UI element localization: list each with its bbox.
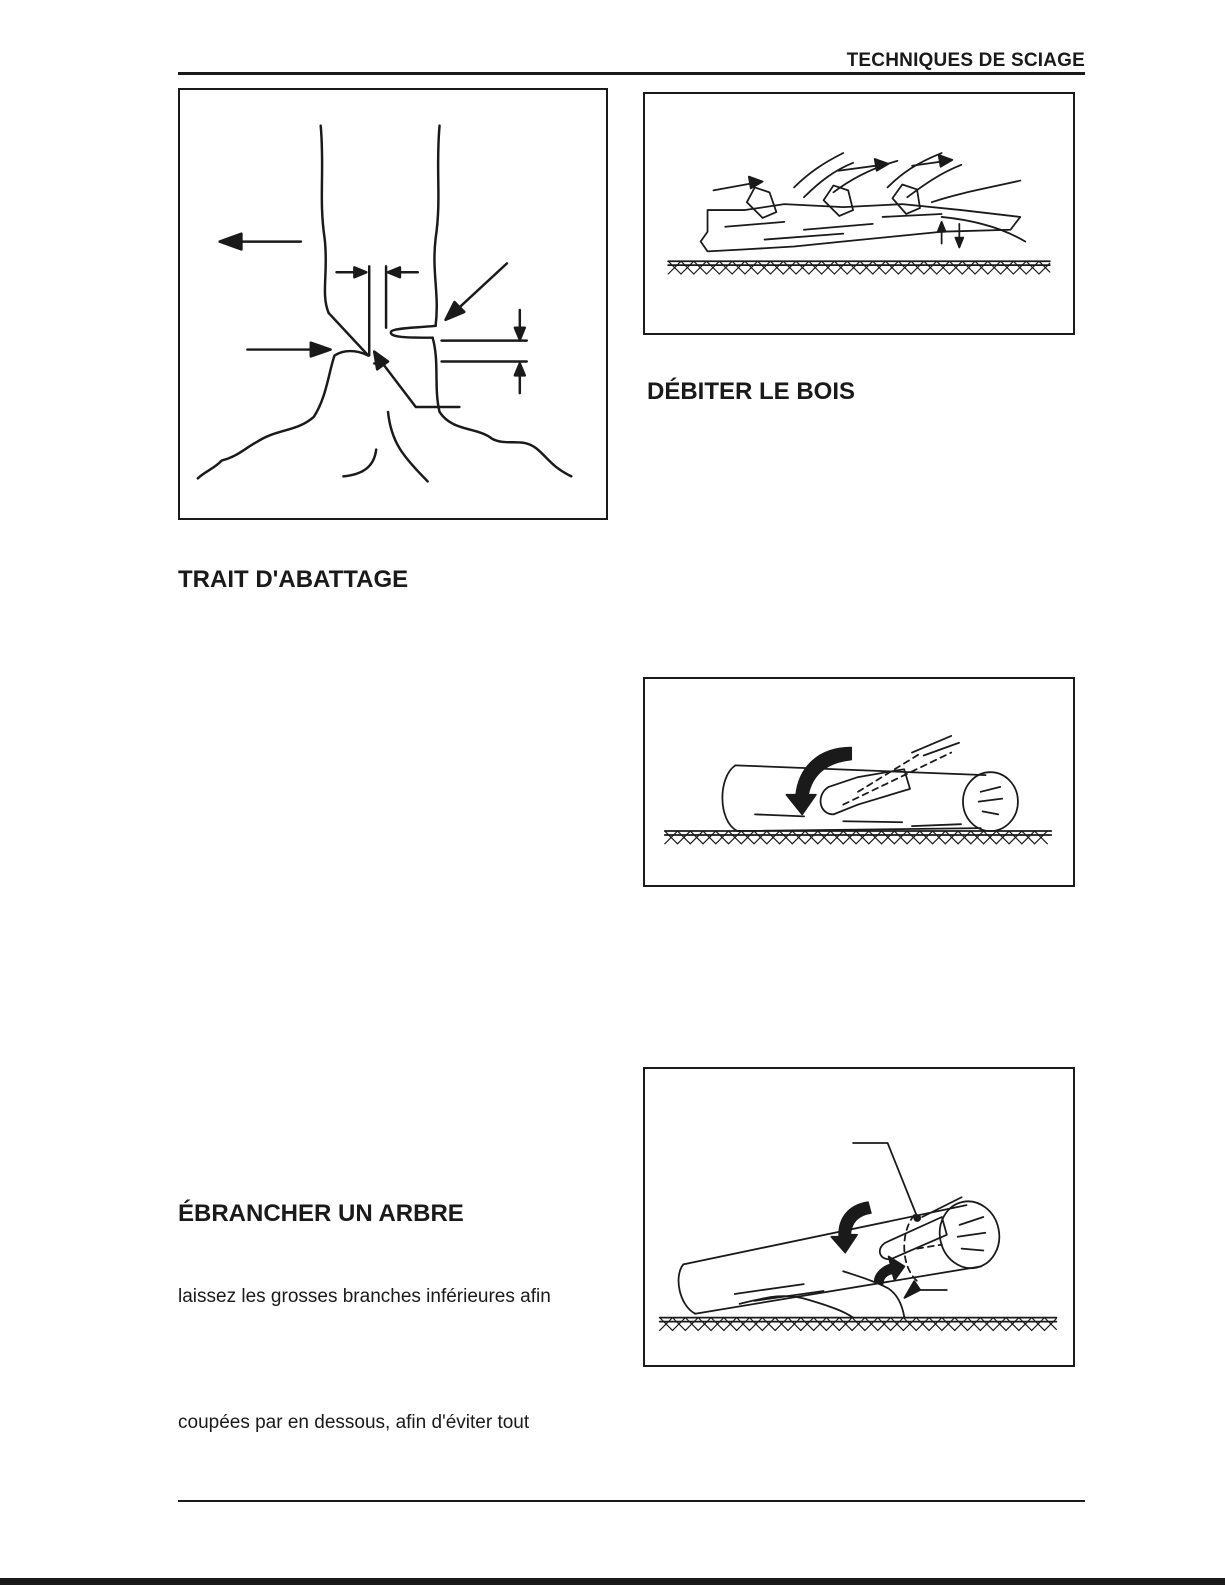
bucking-ground-figure xyxy=(643,677,1075,887)
bucking-supported-figure xyxy=(643,1067,1075,1367)
limbing-text-line-1: laissez les grosses branches inférieures afin xyxy=(178,1286,551,1307)
limbing-figure xyxy=(643,92,1075,335)
felling-figure xyxy=(178,88,608,520)
scan-bottom-edge xyxy=(0,1578,1225,1585)
log-limbing-diagram-icon xyxy=(645,94,1073,333)
log-bucking-supported-diagram-icon xyxy=(645,1069,1073,1365)
bucking-section-title: DÉBITER LE BOIS xyxy=(647,378,856,405)
tree-felling-diagram-icon xyxy=(180,90,606,518)
footer-rule xyxy=(178,1500,1085,1502)
log-bucking-on-ground-diagram-icon xyxy=(645,679,1073,885)
header-rule xyxy=(178,72,1085,75)
page-header-title: TECHNIQUES DE SCIAGE xyxy=(846,50,1085,71)
felling-cut-section-title: TRAIT D'ABATTAGE xyxy=(178,566,409,593)
limbing-text-line-2: coupées par en dessous, afin d'éviter tout xyxy=(178,1412,530,1433)
limbing-section-title: ÉBRANCHER UN ARBRE xyxy=(178,1200,464,1227)
